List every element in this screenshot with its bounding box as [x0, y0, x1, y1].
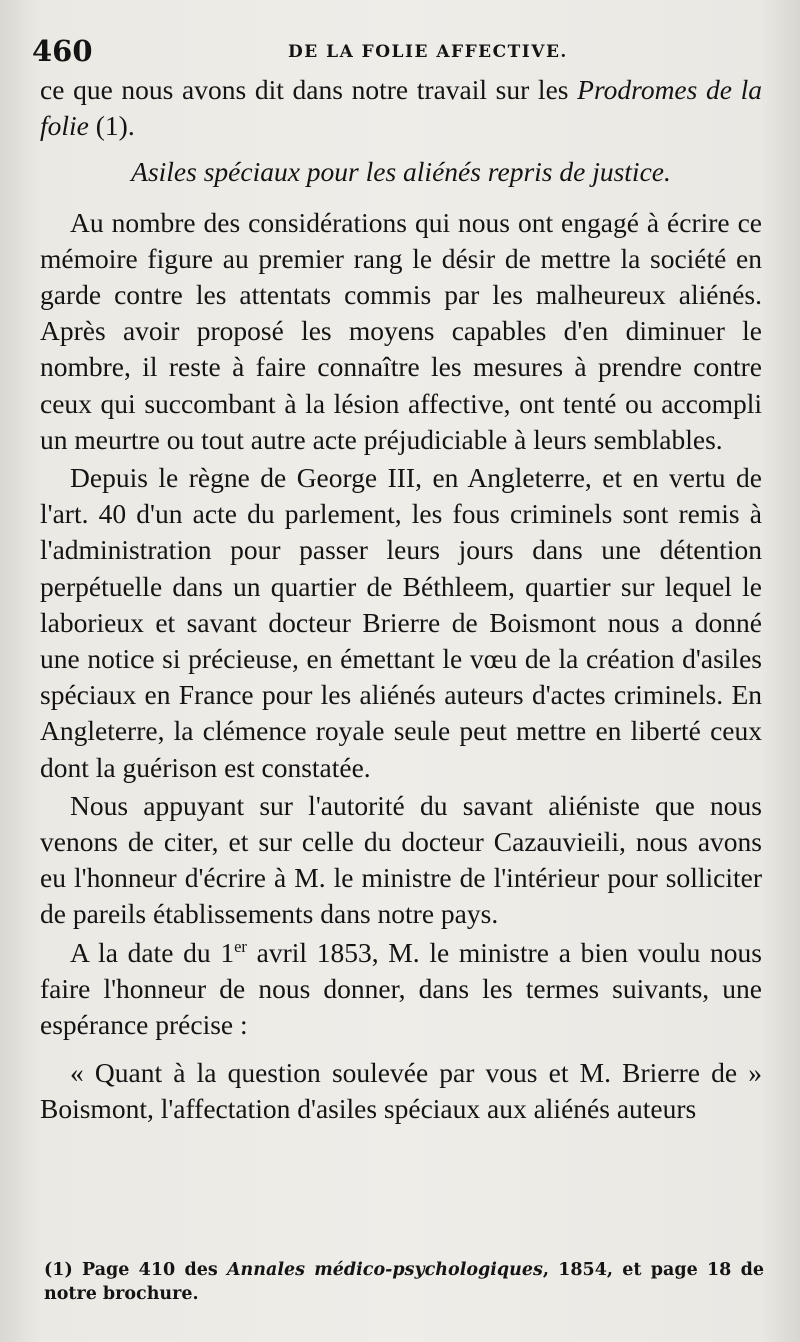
running-head: DE LA FOLIE AFFECTIVE. — [288, 42, 568, 62]
page-number: 460 — [32, 34, 93, 68]
footnote-text: , 1854, et page 18 de notre brochure. — [44, 1260, 764, 1304]
paragraph: Depuis le règne de George III, en Angleterre, et en vertu de l'art. 40 d'un acte du parlement, les fous criminels sont remis à l'administration pour passer leurs jours dans une détention perpétuelle dans un quartier de Béthleem, quartier sur lequel le laborieux et savant docteur Brierre de Boismont nous a donné une notice si précieuse, en émettant le vœu de la création d'asiles spéciaux en France pour les aliénés auteurs d'actes criminels. En Angleterre, la clémence royale seule peut mettre en liberté ceux dont la guérison est constatée. — [40, 462, 762, 783]
paragraph-continuation — [40, 72, 762, 144]
quotation: « Quant à la question soulevée par vous et M. Brierre de » Boismont, l'affectation d'asiles spéciaux aux aliénés auteurs — [40, 1057, 762, 1125]
footnote — [44, 1258, 764, 1306]
paragraph-text: avril 1853, M. le ministre a bien voulu nous faire l'honneur de nous donner, dans les termes suivants, une espérance précise : — [40, 936, 762, 1041]
paragraph: Nous appuyant sur l'autorité du savant aliéniste que nous venons de citer, et sur celle du docteur Cazauvieili, nous avons eu l'honneur d'écrire à M. le ministre de l'intérieur pour solliciter de pareils établissements dans notre pays. — [40, 789, 762, 930]
paragraph-text: ce que nous avons dit dans notre travail sur les — [40, 74, 578, 105]
paragraph — [40, 935, 762, 1044]
page-header — [30, 28, 770, 68]
body-text — [40, 72, 762, 1128]
footnote-text: (1) Page 410 des — [44, 1260, 227, 1280]
section-heading: Asiles spéciaux pour les aliénés repris de justice. — [131, 156, 671, 188]
superscript: er — [234, 936, 247, 956]
paragraph-text: A la date du 1 — [70, 936, 235, 968]
italic-title: Prodromes de la folie — [40, 74, 762, 142]
paragraph: Au nombre des considérations qui nous ont engagé à écrire ce mémoire figure au premier rang le désir de mettre la société en garde contre les attentats commis par les malheureux aliénés. Après avoir proposé les moyens capables d'en diminuer le nombre, il reste à faire connaître les mesures à prendre contre ceux qui succombant à la lésion affective, ont tenté ou accompli un meurtre ou tout autre acte préjudiciable à leurs semblables. — [40, 206, 762, 455]
footnote-italic: Annales médico-psychologiques — [226, 1260, 543, 1280]
paragraph-text: (1). — [88, 110, 135, 142]
